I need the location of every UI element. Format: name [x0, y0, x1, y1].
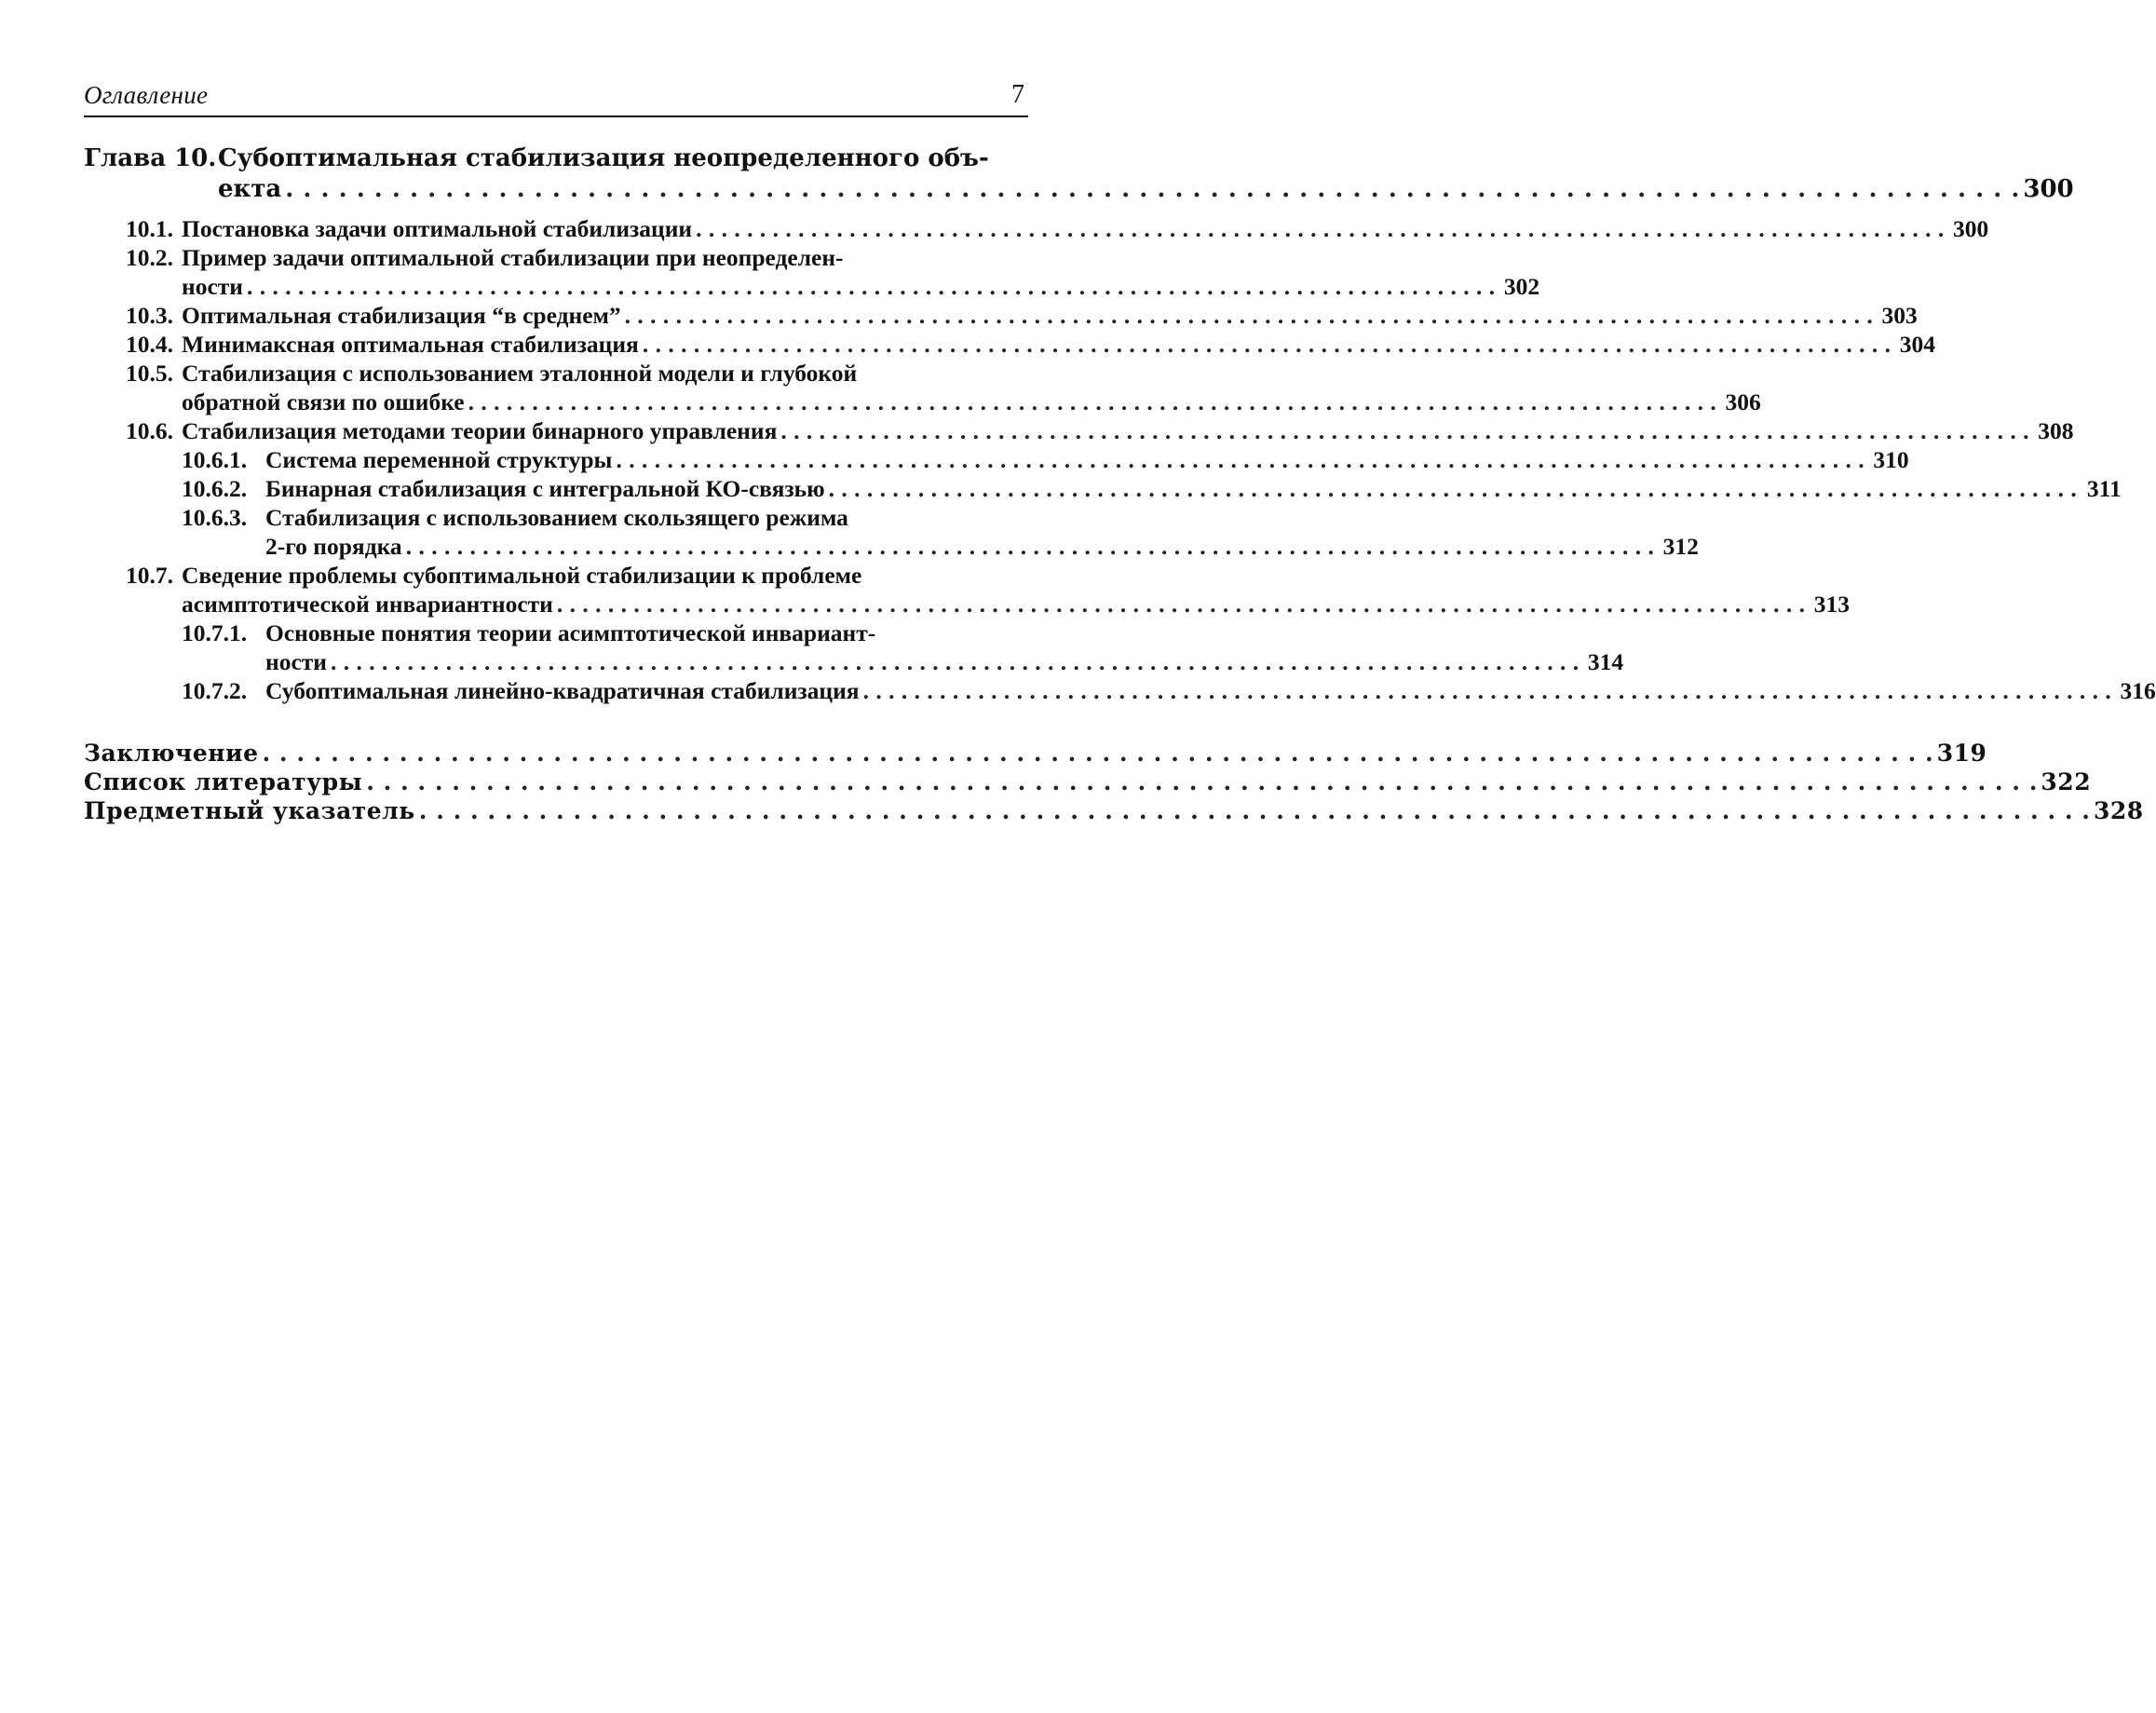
- toc-chapter-10[interactable]: [84, 143, 1028, 205]
- book-page: [84, 78, 1028, 825]
- dot-leader: [863, 676, 2111, 705]
- subsection-page: 316: [2115, 676, 2156, 705]
- section-number: 10.5.: [126, 359, 182, 387]
- subsection-number: 10.7.2.: [182, 676, 265, 705]
- dot-leader: [780, 416, 2028, 445]
- chapter-title-line-2: екта: [218, 174, 281, 205]
- section-page: 300: [1947, 214, 1988, 243]
- chapter-title-line-1: Субоптимальная стабилизация неопределенного объ-: [218, 143, 989, 174]
- section-title-line-2: ности: [182, 272, 243, 301]
- back-matter-page: 322: [2041, 768, 2091, 796]
- subsection-number: 10.6.3.: [182, 503, 265, 532]
- section-title: Оптимальная стабилизация “в среднем”: [182, 301, 621, 330]
- section-page: 303: [1877, 301, 1918, 330]
- section-number: 10.7.: [126, 561, 182, 590]
- toc-section-10-5[interactable]: [126, 359, 1028, 416]
- dot-leader: [557, 590, 1805, 619]
- section-number: 10.6.: [126, 416, 182, 445]
- subsection-number: 10.6.2.: [182, 474, 265, 503]
- section-title-line-1: Стабилизация с использованием эталонной модели и глубокой: [182, 359, 857, 387]
- dot-leader: [468, 387, 1716, 416]
- running-header: [84, 78, 1028, 117]
- dot-leader: [696, 214, 1944, 243]
- section-title: Постановка задачи оптимальной стабилизации: [182, 214, 692, 243]
- page-number: 7: [1011, 80, 1024, 110]
- toc-conclusion[interactable]: [84, 739, 1028, 768]
- toc-section-10-1[interactable]: [126, 214, 1028, 243]
- section-title-line-1: Пример задачи оптимальной стабилизации при неопределен-: [182, 243, 844, 272]
- toc-subsection-10-6-2[interactable]: [182, 474, 1028, 503]
- section-page: 304: [1894, 330, 1935, 359]
- section-title-line-2: асимптотической инвариантности: [182, 590, 553, 619]
- dot-leader: [366, 768, 2037, 796]
- section-page: 313: [1809, 590, 1850, 619]
- toc-subsection-10-6-3[interactable]: [182, 503, 1028, 561]
- toc-section-10-6[interactable]: [126, 416, 1028, 445]
- section-title: Минимаксная оптимальная стабилизация: [182, 330, 639, 359]
- dot-leader: [285, 174, 2019, 205]
- subsection-page: 311: [2081, 474, 2122, 503]
- running-title: Оглавление: [84, 81, 208, 110]
- toc-subject-index[interactable]: [84, 796, 1028, 825]
- toc-section-10-3[interactable]: [126, 301, 1028, 330]
- dot-leader: [331, 647, 1579, 676]
- subsection-title: Бинарная стабилизация с интегральной КО-связью: [265, 474, 825, 503]
- subsection-title-line-1: Стабилизация с использованием скользящего режима: [265, 503, 848, 532]
- section-page: 302: [1498, 272, 1539, 301]
- chapter-page: 300: [2023, 174, 2073, 205]
- subsection-number: 10.7.1.: [182, 619, 265, 647]
- section-title: Стабилизация методами теории бинарного управления: [182, 416, 777, 445]
- toc-bibliography[interactable]: [84, 768, 1028, 796]
- back-matter-title: Список литературы: [84, 768, 362, 796]
- dot-leader: [616, 445, 1864, 474]
- toc-subsection-10-6-1[interactable]: [182, 445, 1028, 474]
- subsection-page: 314: [1582, 647, 1623, 676]
- section-title-line-1: Сведение проблемы субоптимальной стабилизации к проблеме: [182, 561, 861, 590]
- toc-section-10-7[interactable]: [126, 561, 1028, 619]
- section-number: 10.1.: [126, 214, 182, 243]
- dot-leader: [643, 330, 1891, 359]
- chapter-number: Глава 10.: [84, 143, 218, 174]
- subsection-title: Субоптимальная линейно-квадратичная стабилизация: [265, 676, 860, 705]
- dot-leader: [263, 739, 1933, 768]
- dot-leader: [829, 474, 2077, 503]
- subsection-title-line-2: 2-го порядка: [265, 532, 402, 561]
- dot-leader: [406, 532, 1654, 561]
- back-matter-title: Заключение: [84, 739, 259, 768]
- subsection-page: 310: [1868, 445, 1909, 474]
- subsection-page: 312: [1658, 532, 1699, 561]
- subsection-title-line-1: Основные понятия теории асимптотической инвариант-: [265, 619, 875, 647]
- section-title-line-2: обратной связи по ошибке: [182, 387, 465, 416]
- dot-leader: [247, 272, 1495, 301]
- toc-section-10-4[interactable]: [126, 330, 1028, 359]
- section-number: 10.2.: [126, 243, 182, 272]
- section-page: 306: [1720, 387, 1761, 416]
- toc-subsection-10-7-2[interactable]: [182, 676, 1028, 705]
- dot-leader: [419, 796, 2090, 825]
- section-page: 308: [2033, 416, 2074, 445]
- back-matter-page: 319: [1937, 739, 1987, 768]
- back-matter-title: Предметный указатель: [84, 796, 415, 825]
- subsection-title: Система переменной структуры: [265, 445, 612, 474]
- toc-section-10-2[interactable]: [126, 243, 1028, 301]
- table-of-contents: [84, 143, 1028, 825]
- section-number: 10.3.: [126, 301, 182, 330]
- toc-subsection-10-7-1[interactable]: [182, 619, 1028, 676]
- subsection-number: 10.6.1.: [182, 445, 265, 474]
- section-number: 10.4.: [126, 330, 182, 359]
- dot-leader: [625, 301, 1873, 330]
- subsection-title-line-2: ности: [265, 647, 327, 676]
- back-matter-page: 328: [2094, 796, 2144, 825]
